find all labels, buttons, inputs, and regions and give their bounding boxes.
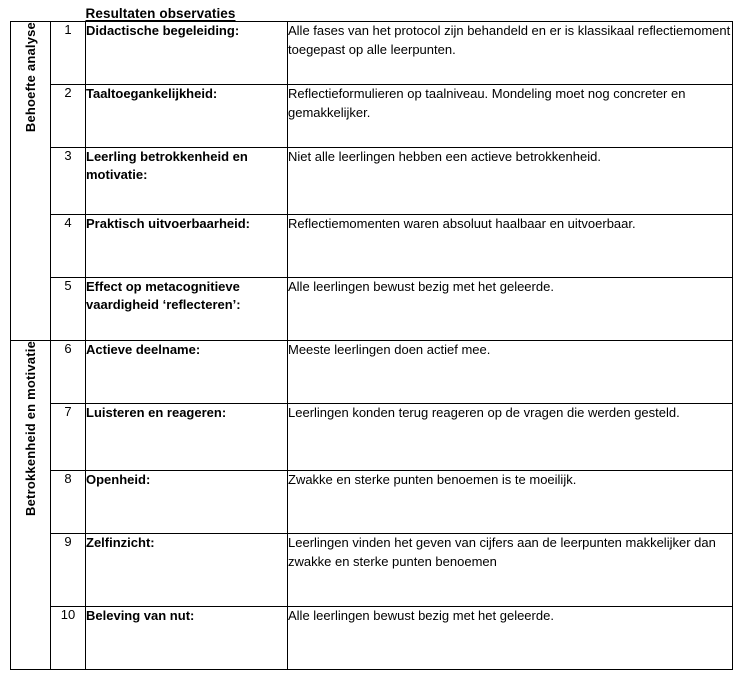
group-label-betrokkenheid-en-motivatie: Betrokkenheid en motivatie bbox=[11, 341, 51, 670]
row-text: Zwakke en sterke punten benoemen is te moeilijk. bbox=[288, 471, 733, 534]
table-row bbox=[11, 22, 733, 85]
row-topic: Beleving van nut: bbox=[86, 607, 288, 670]
table-row bbox=[11, 607, 733, 670]
row-topic: Effect op metacognitieve vaardigheid ‘reflecteren’: bbox=[86, 278, 288, 341]
row-number: 5 bbox=[51, 278, 86, 341]
row-topic: Leerling betrokkenheid en motivatie: bbox=[86, 148, 288, 215]
row-topic: Praktisch uitvoerbaarheid: bbox=[86, 215, 288, 278]
row-topic: Didactische begeleiding: bbox=[86, 22, 288, 85]
row-topic: Luisteren en reageren: bbox=[86, 404, 288, 471]
row-number: 6 bbox=[51, 341, 86, 404]
row-text: Leerlingen konden terug reageren op de vragen die werden gesteld. bbox=[288, 404, 733, 471]
row-text: Alle fases van het protocol zijn behandeld en er is klassikaal reflectiemoment toegepast op alle leerpunten. bbox=[288, 22, 733, 85]
row-topic: Zelfinzicht: bbox=[86, 534, 288, 607]
row-text: Reflectiemomenten waren absoluut haalbaar en uitvoerbaar. bbox=[288, 215, 733, 278]
row-number: 4 bbox=[51, 215, 86, 278]
table-row bbox=[11, 341, 733, 404]
table-title-cell bbox=[86, 6, 733, 22]
table-row bbox=[11, 148, 733, 215]
table-row bbox=[11, 215, 733, 278]
row-text: Meeste leerlingen doen actief mee. bbox=[288, 341, 733, 404]
row-number: 3 bbox=[51, 148, 86, 215]
table-row bbox=[11, 471, 733, 534]
row-number: 1 bbox=[51, 22, 86, 85]
row-number: 8 bbox=[51, 471, 86, 534]
row-number: 9 bbox=[51, 534, 86, 607]
row-number: 2 bbox=[51, 85, 86, 148]
row-topic: Openheid: bbox=[86, 471, 288, 534]
row-text: Niet alle leerlingen hebben een actieve betrokkenheid. bbox=[288, 148, 733, 215]
row-text: Leerlingen vinden het geven van cijfers aan de leerpunten makkelijker dan zwakke en sterke punten benoemen bbox=[288, 534, 733, 607]
row-number: 7 bbox=[51, 404, 86, 471]
table-row bbox=[11, 278, 733, 341]
page-title: Resultaten observaties bbox=[85, 6, 236, 21]
group-label-behoefte-analyse: Behoefte analyse bbox=[11, 22, 51, 341]
table-row bbox=[11, 404, 733, 471]
row-text: Alle leerlingen bewust bezig met het geleerde. bbox=[288, 278, 733, 341]
results-table bbox=[10, 6, 733, 670]
row-number: 10 bbox=[51, 607, 86, 670]
table-header-row bbox=[11, 6, 733, 22]
row-text: Alle leerlingen bewust bezig met het geleerde. bbox=[288, 607, 733, 670]
row-topic: Actieve deelname: bbox=[86, 341, 288, 404]
table-row bbox=[11, 85, 733, 148]
row-topic: Taaltoegankelijkheid: bbox=[86, 85, 288, 148]
row-text: Reflectieformulieren op taalniveau. Mondeling moet nog concreter en gemakkelijker. bbox=[288, 85, 733, 148]
table-row bbox=[11, 534, 733, 607]
header-blank-group bbox=[11, 6, 51, 22]
header-blank-number bbox=[51, 6, 86, 22]
